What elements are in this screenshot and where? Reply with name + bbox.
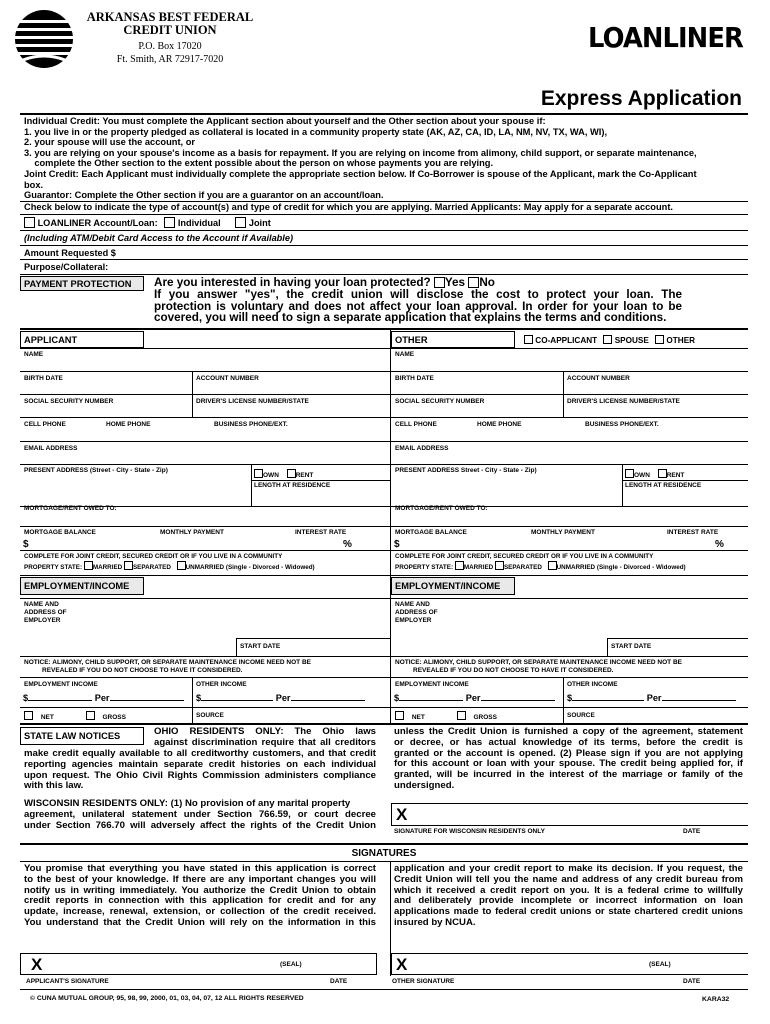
terms-line: credit reports in connection with this application for credit and for any bbox=[24, 895, 376, 907]
loanliner-label: LOANLINER Account/Loan: bbox=[37, 218, 158, 228]
other-mortgage-balance-field[interactable]: MORTGAGE BALANCE bbox=[395, 529, 467, 536]
unmarried-label: UNMARRIED (Single - Divorced - Widowed) bbox=[556, 564, 686, 571]
rule bbox=[20, 677, 748, 678]
rule bbox=[236, 638, 390, 639]
other-employment-title: EMPLOYMENT/INCOME bbox=[395, 581, 501, 591]
separated-label: SEPARATED bbox=[132, 564, 171, 571]
applicant-employment-income-field[interactable]: EMPLOYMENT INCOME bbox=[24, 681, 98, 688]
form-code: KARA32 bbox=[702, 996, 730, 1003]
applicant-title: APPLICANT bbox=[24, 335, 78, 345]
page-title: Express Application bbox=[540, 87, 742, 110]
ohio-line: upon request. The Ohio Civil Rights Commission administers compliance bbox=[24, 769, 376, 781]
unmarried-label: UNMARRIED (Single - Divorced - Widowed) bbox=[185, 564, 315, 571]
dollar-sign: $ bbox=[394, 693, 400, 703]
other-separated-checkbox[interactable] bbox=[495, 561, 504, 570]
joint-note-line: COMPLETE FOR JOINT CREDIT, SECURED CREDIT OR IF YOU LIVE IN A COMMUNITY bbox=[395, 553, 654, 560]
applicant-birth-date-field[interactable]: BIRTH DATE bbox=[24, 375, 63, 382]
applicant-email-field[interactable]: EMAIL ADDRESS bbox=[24, 445, 78, 452]
applicant-date-label: DATE bbox=[330, 978, 348, 985]
terms-line: insured by NCUA. bbox=[394, 916, 476, 928]
other-net-gross bbox=[395, 711, 497, 722]
wisconsin-signature-field[interactable] bbox=[391, 803, 748, 826]
joint-label: Joint bbox=[248, 218, 271, 228]
applicant-employer-field[interactable] bbox=[24, 601, 67, 625]
wisconsin-signature-label: SIGNATURE FOR WISCONSIN RESIDENTS ONLY bbox=[394, 828, 545, 835]
applicant-monthly-payment-field[interactable]: MONTHLY PAYMENT bbox=[160, 529, 224, 536]
cell-divider bbox=[192, 678, 193, 723]
terms-line: update, increase, renewal, extension, or collection of the credit received. bbox=[24, 906, 376, 918]
loanliner-checkbox[interactable] bbox=[24, 217, 35, 228]
per-label: Per bbox=[94, 693, 110, 703]
org-name bbox=[85, 11, 255, 37]
applicant-unmarried-checkbox[interactable] bbox=[177, 561, 186, 570]
individual-checkbox[interactable] bbox=[164, 217, 175, 228]
org-name-line-1: ARKANSAS BEST FEDERAL bbox=[86, 10, 254, 24]
signature-x-mark: X bbox=[396, 805, 408, 824]
org-address bbox=[85, 41, 255, 66]
notice-line: REVEALED IF YOU DO NOT CHOOSE TO HAVE IT CONSIDERED. bbox=[413, 667, 614, 674]
rule bbox=[20, 526, 748, 527]
cell-divider bbox=[607, 638, 608, 656]
employer-label: EMPLOYER bbox=[24, 617, 61, 624]
cell-divider bbox=[192, 395, 193, 417]
per-label: Per bbox=[275, 693, 291, 703]
joint-note-line: COMPLETE FOR JOINT CREDIT, SECURED CREDIT OR IF YOU LIVE IN A COMMUNITY bbox=[24, 553, 283, 560]
protection-no-checkbox[interactable] bbox=[468, 277, 479, 288]
other-married-checkbox[interactable] bbox=[455, 561, 464, 570]
other-home-phone-field[interactable]: HOME PHONE bbox=[477, 421, 522, 428]
dollar-sign: $ bbox=[23, 693, 29, 703]
terms-line: You promise that everything you have stated in this application is correct bbox=[24, 863, 376, 874]
other-date-label: DATE bbox=[683, 978, 701, 985]
other-business-phone-field[interactable]: BUSINESS PHONE/EXT. bbox=[585, 421, 659, 428]
other-title: OTHER bbox=[395, 335, 428, 345]
applicant-start-date-field[interactable]: START DATE bbox=[240, 643, 281, 650]
wisconsin-line: under Section 766.70 will adversely affect the rights of the Credit Union bbox=[24, 819, 376, 831]
instruction-line: 1. you live in or the property pledged as collateral is located in a community property state (AK, AZ, CA, ID, LA, NM, NV, TX, WA, WI), bbox=[24, 126, 608, 137]
terms-line: which it received a credit report on you. It is a federal crime to willfully bbox=[394, 884, 743, 896]
applicant-cell-phone-field[interactable]: CELL PHONE bbox=[24, 421, 66, 428]
applicant-separated-checkbox[interactable] bbox=[124, 561, 133, 570]
instruction-line: complete the Other section to the extent possible about the person on whose payments you are relying. bbox=[24, 158, 494, 169]
other-own-checkbox[interactable] bbox=[625, 469, 634, 478]
percent-sign: % bbox=[715, 539, 724, 550]
rule bbox=[20, 441, 748, 442]
applicant-address-field[interactable]: PRESENT ADDRESS (Street - City - State - Zip) bbox=[24, 467, 168, 474]
applicant-own-rent bbox=[254, 469, 313, 480]
other-mortgage-owed-field[interactable]: MORTGAGE/RENT OWED TO: bbox=[395, 505, 488, 512]
rule bbox=[622, 480, 748, 481]
dollar-sign: $ bbox=[567, 693, 573, 703]
terms-line: notify us in writing immediately. You authorize the Credit Union to obtain bbox=[24, 884, 376, 896]
other-source-field[interactable]: SOURCE bbox=[567, 712, 595, 719]
ohio-line: with this law. bbox=[24, 780, 84, 792]
other-own-rent bbox=[625, 469, 684, 480]
rule bbox=[20, 230, 748, 231]
ohio-notice-body bbox=[24, 749, 376, 792]
org-name-line-2: CREDIT UNION bbox=[123, 23, 217, 37]
applicant-license-field[interactable]: DRIVER'S LICENSE NUMBER/STATE bbox=[196, 398, 309, 405]
credit-union-logo bbox=[13, 8, 75, 70]
own-label: OWN bbox=[263, 472, 279, 479]
other-account-number-field[interactable]: ACCOUNT NUMBER bbox=[567, 375, 630, 382]
protection-question-text: Are you interested in having your loan protected? bbox=[154, 276, 431, 289]
state-law-line: unless the Credit Union is furnished a copy of the agreement, statement bbox=[394, 726, 743, 737]
applicant-married-checkbox[interactable] bbox=[84, 561, 93, 570]
ohio-notice-top bbox=[154, 727, 376, 749]
applicant-own-checkbox[interactable] bbox=[254, 469, 263, 478]
applicant-signature-label: APPLICANT'S SIGNATURE bbox=[26, 978, 109, 985]
rule bbox=[20, 328, 748, 330]
rule bbox=[20, 707, 748, 708]
rule bbox=[20, 417, 748, 418]
terms-line: You understand that the Credit Union will rely on the information in this bbox=[24, 916, 376, 928]
rule bbox=[251, 480, 390, 481]
separated-label: SEPARATED bbox=[503, 564, 542, 571]
copyright: © CUNA MUTUAL GROUP, 95, 98, 99, 2000, 01, 03, 04, 07, 12 ALL RIGHTS RESERVED bbox=[30, 995, 304, 1002]
protection-line: covered, you will need to sign a separate application that explains the terms and conditions. bbox=[154, 311, 667, 325]
per-label: Per bbox=[465, 693, 481, 703]
per-label: Per bbox=[646, 693, 662, 703]
applicant-home-phone-field[interactable]: HOME PHONE bbox=[106, 421, 151, 428]
other-monthly-payment-field[interactable]: MONTHLY PAYMENT bbox=[531, 529, 595, 536]
other-net-checkbox[interactable] bbox=[395, 711, 404, 720]
applicant-account-number-field[interactable]: ACCOUNT NUMBER bbox=[196, 375, 259, 382]
cell-divider bbox=[622, 465, 623, 506]
employer-label: NAME AND bbox=[24, 601, 59, 608]
purpose-field[interactable]: Purpose/Collateral: bbox=[24, 262, 109, 272]
ohio-line: OHIO RESIDENTS ONLY: The Ohio laws bbox=[154, 726, 376, 737]
notice-line: REVEALED IF YOU DO NOT CHOOSE TO HAVE IT CONSIDERED. bbox=[42, 667, 243, 674]
signature-terms-right bbox=[394, 864, 743, 929]
applicant-mortgage-balance-field[interactable]: MORTGAGE BALANCE bbox=[24, 529, 96, 536]
applicant-length-field[interactable]: LENGTH AT RESIDENCE bbox=[254, 482, 331, 489]
other-cell-phone-field[interactable]: CELL PHONE bbox=[395, 421, 437, 428]
instructions bbox=[24, 116, 746, 201]
instruction-line: box. bbox=[24, 179, 44, 190]
ohio-line: against discrimination require that all creditors bbox=[154, 736, 376, 748]
protection-no-label: No bbox=[479, 276, 495, 289]
employer-label: NAME AND bbox=[395, 601, 430, 608]
dollar-sign: $ bbox=[23, 539, 29, 550]
state-law-title: STATE LAW NOTICES bbox=[24, 731, 121, 741]
state-law-line: undersigned. bbox=[394, 779, 455, 791]
applicant-name-field[interactable]: NAME bbox=[24, 351, 44, 358]
other-interest-rate-field[interactable]: INTEREST RATE bbox=[667, 529, 719, 536]
other-employer-field[interactable] bbox=[395, 601, 438, 625]
rule bbox=[20, 598, 748, 599]
protection-line: If you answer "yes", the credit union will disclose the cost to protect your loan. The bbox=[154, 287, 682, 301]
state-law-line: or decree, or has actual knowledge of its terms, before the credit is bbox=[394, 736, 743, 748]
applicant-income-amount bbox=[23, 693, 184, 704]
address-line-1: P.O. Box 17020 bbox=[138, 41, 202, 52]
protection-text bbox=[154, 277, 682, 324]
atm-note: (Including ATM/Debit Card Access to the Account if Available) bbox=[24, 233, 294, 243]
employer-label: ADDRESS OF bbox=[24, 609, 67, 616]
other-license-field[interactable]: DRIVER'S LICENSE NUMBER/STATE bbox=[567, 398, 680, 405]
applicant-gross-checkbox[interactable] bbox=[86, 711, 95, 720]
instruction-line: Joint Credit: Each Applicant must individually complete the appropriate section below. If Co-Borrower is spouse of the Applicant, mark the Co-Applicant bbox=[24, 168, 697, 179]
other-gross-checkbox[interactable] bbox=[457, 711, 466, 720]
protection-yes-checkbox[interactable] bbox=[434, 277, 445, 288]
spouse-checkbox[interactable] bbox=[603, 335, 612, 344]
other-name-field[interactable]: NAME bbox=[395, 351, 415, 358]
protection-line: protection is voluntary and does not affect your loan approval. In order for your loan to be bbox=[154, 299, 682, 313]
married-label: MARRIED bbox=[463, 564, 494, 571]
cell-divider bbox=[251, 465, 252, 506]
rent-label: RENT bbox=[666, 472, 685, 479]
percent-sign: % bbox=[343, 539, 352, 550]
wisconsin-date-label: DATE bbox=[683, 828, 701, 835]
ohio-line: make credit equally available to all creditworthy customers, and that credit bbox=[24, 748, 376, 759]
address-line-2: Ft. Smith, AR 72917-7020 bbox=[116, 53, 224, 65]
terms-line: Credit Union will tell you the name and address of any credit bureau from bbox=[394, 873, 743, 885]
ohio-line: reporting agencies maintain separate credit histories on each individual bbox=[24, 758, 376, 770]
applicant-net-checkbox[interactable] bbox=[24, 711, 33, 720]
cell-divider bbox=[563, 678, 564, 723]
rule bbox=[20, 989, 748, 990]
applicant-net-gross bbox=[24, 711, 126, 722]
other-type-checkbox[interactable] bbox=[655, 335, 664, 344]
other-address-field[interactable]: PRESENT ADDRESS Street - City - State - Zip) bbox=[395, 467, 537, 474]
applicant-business-phone-field[interactable]: BUSINESS PHONE/EXT. bbox=[214, 421, 288, 428]
gross-label: GROSS bbox=[102, 714, 126, 721]
account-type-row bbox=[24, 217, 271, 229]
property-state-label: PROPERTY STATE: bbox=[24, 564, 83, 571]
other-type-label: OTHER bbox=[666, 336, 696, 345]
rule bbox=[607, 638, 748, 639]
applicant-signature-field[interactable] bbox=[20, 953, 377, 975]
joint-checkbox[interactable] bbox=[235, 217, 246, 228]
applicant-mortgage-owed-field[interactable]: MORTGAGE/RENT OWED TO: bbox=[24, 505, 117, 512]
other-unmarried-checkbox[interactable] bbox=[548, 561, 557, 570]
notice-line: NOTICE: ALIMONY, CHILD SUPPORT, OR SEPARATE MAINTENANCE INCOME NEED NOT BE bbox=[24, 659, 311, 666]
state-law-line: granted or the account is opened. (2) Please sign if you are not applying bbox=[394, 747, 743, 759]
other-seal-label: (SEAL) bbox=[649, 961, 671, 968]
protection-yes-label: Yes bbox=[444, 276, 466, 289]
wisconsin-line: agreement, unilateral statement under Section 766.59, or court decree bbox=[24, 808, 376, 820]
other-length-field[interactable]: LENGTH AT RESIDENCE bbox=[625, 482, 702, 489]
state-law-line: granted, will be incurred in the interest of the marriage or family of the bbox=[394, 769, 743, 781]
other-income-amount bbox=[394, 693, 555, 704]
applicant-seal-label: (SEAL) bbox=[280, 961, 302, 968]
cell-divider bbox=[236, 638, 237, 656]
applicant-other-income-field[interactable]: OTHER INCOME bbox=[196, 681, 247, 688]
applicant-ssn-field[interactable]: SOCIAL SECURITY NUMBER bbox=[24, 398, 114, 405]
terms-line: applications made to federal credit unions or state chartered credit unions bbox=[394, 906, 743, 918]
state-law-right bbox=[394, 727, 743, 792]
co-applicant-label: CO-APPLICANT bbox=[535, 336, 598, 345]
rule bbox=[20, 371, 748, 372]
other-signature-label: OTHER SIGNATURE bbox=[392, 978, 455, 985]
notice-line: NOTICE: ALIMONY, CHILD SUPPORT, OR SEPARATE MAINTENANCE INCOME NEED NOT BE bbox=[395, 659, 682, 666]
instruction-line: 2. your spouse will use the account, or bbox=[24, 137, 195, 148]
signatures-title: SIGNATURES bbox=[351, 848, 417, 859]
applicant-source-field[interactable]: SOURCE bbox=[196, 712, 224, 719]
employer-label: EMPLOYER bbox=[395, 617, 432, 624]
rule bbox=[20, 245, 748, 246]
cell-divider bbox=[563, 395, 564, 417]
other-start-date-field[interactable]: START DATE bbox=[611, 643, 652, 650]
applicant-joint-note bbox=[24, 553, 315, 572]
instruction-line: Guarantor: Complete the Other section if you are a guarantor on an account/loan. bbox=[24, 190, 384, 201]
terms-line: and deliberately provide incomplete or incorrect information on loan bbox=[394, 895, 743, 907]
rule bbox=[20, 214, 748, 215]
rent-label: RENT bbox=[295, 472, 314, 479]
signature-x-mark: X bbox=[31, 955, 43, 974]
own-label: OWN bbox=[634, 472, 650, 479]
employer-label: ADDRESS OF bbox=[395, 609, 438, 616]
net-label: NET bbox=[411, 714, 425, 721]
rule bbox=[20, 348, 748, 349]
applicant-rent-checkbox[interactable] bbox=[287, 469, 296, 478]
gross-label: GROSS bbox=[473, 714, 497, 721]
applicant-other-income-amount bbox=[196, 693, 365, 704]
rule bbox=[20, 723, 748, 725]
property-state-row bbox=[24, 561, 315, 572]
other-other-income-amount bbox=[567, 693, 736, 704]
rule bbox=[20, 656, 748, 657]
terms-line: to the best of your knowledge. If there are any important changes you will bbox=[24, 873, 376, 885]
rule bbox=[20, 464, 748, 465]
terms-line: application and your credit report to make its decision. If you request, the bbox=[394, 863, 743, 874]
wisconsin-notice bbox=[24, 799, 376, 831]
other-signature-field[interactable] bbox=[391, 953, 748, 975]
other-email-field[interactable]: EMAIL ADDRESS bbox=[395, 445, 449, 452]
other-rent-checkbox[interactable] bbox=[658, 469, 667, 478]
header-rule bbox=[20, 113, 748, 115]
net-label: NET bbox=[40, 714, 54, 721]
co-applicant-checkbox[interactable] bbox=[524, 335, 533, 344]
property-state-row bbox=[395, 561, 686, 572]
dollar-sign: $ bbox=[394, 539, 400, 550]
rule bbox=[20, 274, 748, 275]
instruction-line: 3. you are relying on your spouse's income as a basis for repayment. If you are relying on income from alimony, child support, or separate maintenance, bbox=[24, 147, 697, 158]
rule bbox=[20, 394, 748, 395]
rule bbox=[20, 843, 748, 845]
other-type-options bbox=[524, 335, 695, 346]
applicant-interest-rate-field[interactable]: INTEREST RATE bbox=[295, 529, 347, 536]
signature-x-mark: X bbox=[396, 955, 408, 974]
cell-divider bbox=[563, 372, 564, 394]
dollar-sign: $ bbox=[196, 693, 202, 703]
married-label: MARRIED bbox=[92, 564, 123, 571]
instruction-line: Individual Credit: You must complete the Applicant section about yourself and the Other section about your spouse if: bbox=[24, 116, 546, 126]
other-notice bbox=[395, 659, 682, 675]
loanliner-logo: LOANLINER bbox=[588, 21, 743, 54]
applicant-notice bbox=[24, 659, 311, 675]
other-ssn-field[interactable]: SOCIAL SECURITY NUMBER bbox=[395, 398, 485, 405]
other-employment-income-field[interactable]: EMPLOYMENT INCOME bbox=[395, 681, 469, 688]
wisconsin-line: WISCONSIN RESIDENTS ONLY: (1) No provision of any marital property bbox=[24, 798, 351, 809]
rule bbox=[20, 259, 748, 260]
rule bbox=[20, 550, 748, 551]
applicant-employment-title: EMPLOYMENT/INCOME bbox=[24, 581, 130, 591]
payment-protection-label: PAYMENT PROTECTION bbox=[24, 279, 132, 289]
check-instruction: Check below to indicate the type of account(s) and type of credit for which you are applying. Married Applicants: May apply for a separate account. bbox=[24, 202, 674, 212]
other-other-income-field[interactable]: OTHER INCOME bbox=[567, 681, 618, 688]
rule bbox=[20, 861, 748, 862]
spouse-label: SPOUSE bbox=[614, 336, 649, 345]
individual-label: Individual bbox=[177, 218, 221, 228]
amount-requested-field[interactable]: Amount Requested $ bbox=[24, 248, 116, 258]
other-birth-date-field[interactable]: BIRTH DATE bbox=[395, 375, 434, 382]
state-law-line: for this account or loan with your spouse. The credit being applied for, if bbox=[394, 758, 743, 770]
property-state-label: PROPERTY STATE: bbox=[395, 564, 454, 571]
cell-divider bbox=[192, 372, 193, 394]
rule bbox=[20, 575, 748, 576]
other-joint-note bbox=[395, 553, 686, 572]
rule bbox=[20, 506, 748, 507]
signature-terms-left bbox=[24, 864, 376, 929]
